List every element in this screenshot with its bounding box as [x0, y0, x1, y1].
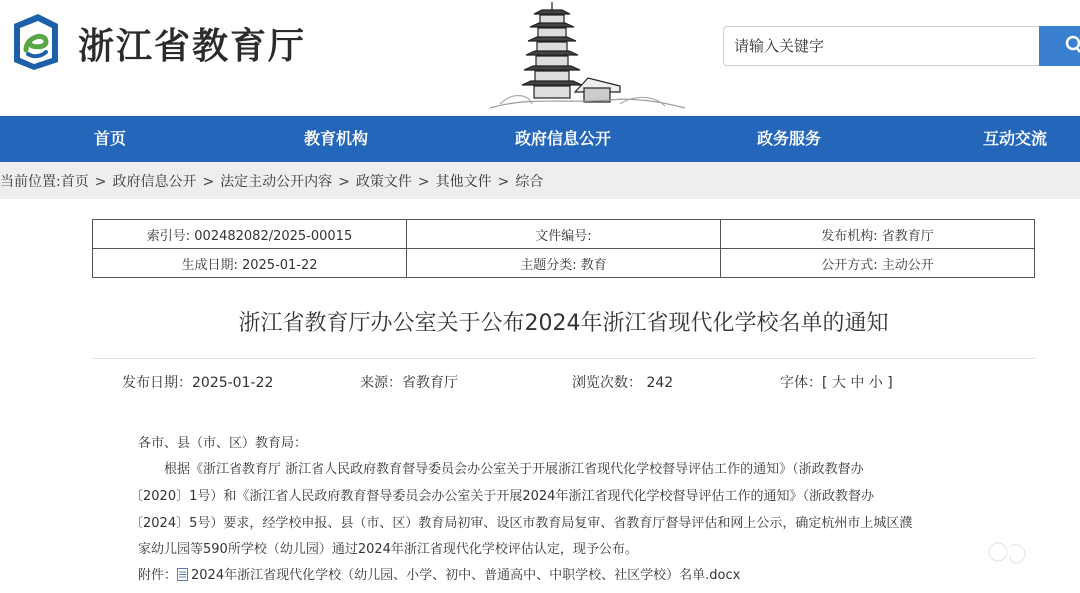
nav-item-home[interactable]: 首页 [94, 129, 127, 148]
doc-icon [177, 568, 188, 581]
breadcrumb-separator: > [94, 174, 107, 190]
search-icon [1039, 26, 1080, 66]
font-size-end: ] [887, 375, 893, 391]
breadcrumb-separator: > [497, 174, 510, 190]
breadcrumb-item[interactable]: 首页 [60, 174, 89, 190]
font-size-label: 字体：[ [780, 375, 828, 391]
nav-item-institutions[interactable]: 教育机构 [304, 129, 369, 148]
meta-topic: 主题分类: 教育 [407, 249, 721, 278]
paragraph-line: 〔2020〕1号）和《浙江省人民政府教育督导委员会办公室关于开展2024年浙江省现代化学校督导评估工作的通知》（浙政教督办 [130, 489, 874, 504]
attachment-link[interactable]: 2024年浙江省现代化学校（幼儿园、小学、初中、普通高中、中职学校、社区学校）名单.docx [191, 568, 741, 583]
breadcrumb-separator: > [202, 174, 215, 190]
meta-created-date: 生成日期: 2025-01-22 [93, 249, 407, 278]
table-row [93, 249, 1035, 278]
page-title: 浙江省教育厅办公室关于公布2024年浙江省现代化学校名单的通知 [238, 311, 889, 336]
attachment-row [138, 564, 1018, 583]
breadcrumb-separator: > [417, 174, 430, 190]
site-logo-icon[interactable] [8, 10, 64, 72]
paragraph-line: 家幼儿园等590所学校（幼儿园）通过2024年浙江省现代化学校评估认定，现予公布。 [138, 542, 638, 557]
attachment-label: 附件： [138, 568, 178, 583]
breadcrumb-item[interactable]: 综合 [515, 174, 544, 190]
meta-doc-no: 文件编号: [407, 220, 721, 249]
site-header [0, 0, 1080, 115]
breadcrumb-item[interactable]: 其他文件 [435, 174, 492, 190]
pagoda-illustration [470, 0, 690, 115]
paragraph-line: 根据《浙江省教育厅 浙江省人民政府教育督导委员会办公室关于开展浙江省现代化学校督导评估工作的通知》（浙政教督办 [164, 462, 864, 477]
nav-item-interaction[interactable]: 互动交流 [983, 129, 1048, 148]
paragraph-line: 〔2024〕5号）要求，经学校申报、县（市、区）教育局初审、设区市教育局复审、省教育厅督导评估和网上公示，确定杭州市上城区濮 [130, 516, 913, 531]
breadcrumb-prefix: 当前位置: [0, 174, 61, 190]
font-size-large-button[interactable]: 大 [831, 375, 846, 391]
nav-item-services[interactable]: 政务服务 [757, 129, 822, 148]
font-size-small-button[interactable]: 小 [868, 375, 883, 391]
font-size-control [780, 372, 893, 392]
nav-item-gov-info[interactable]: 政府信息公开 [515, 129, 612, 148]
site-name[interactable]: 浙江省教育厅 [78, 26, 307, 67]
divider [92, 358, 1035, 359]
breadcrumb-item[interactable]: 政府信息公开 [112, 174, 197, 190]
watermark [984, 536, 1034, 576]
source: 来源：省教育厅 [360, 375, 458, 391]
main-nav [0, 116, 1080, 162]
font-size-medium-button[interactable]: 中 [850, 375, 865, 391]
breadcrumb-item[interactable]: 法定主动公开内容 [220, 174, 333, 190]
breadcrumb-item[interactable]: 政策文件 [355, 174, 412, 190]
meta-index-no: 索引号: 002482082/2025-00015 [93, 220, 407, 249]
table-row [93, 220, 1035, 249]
document-meta-table [92, 219, 1035, 278]
search-button[interactable] [1039, 26, 1080, 66]
view-count: 浏览次数： 242 [572, 375, 674, 391]
breadcrumb-separator: > [338, 174, 350, 190]
meta-publisher-org: 发布机构: 省教育厅 [721, 220, 1035, 249]
search-input[interactable] [723, 26, 1039, 66]
meta-disclosure: 公开方式: 主动公开 [721, 249, 1035, 278]
breadcrumb [0, 162, 1080, 199]
publish-date: 发布日期：2025-01-22 [122, 375, 274, 391]
salutation: 各市、县（市、区）教育局： [138, 436, 308, 451]
